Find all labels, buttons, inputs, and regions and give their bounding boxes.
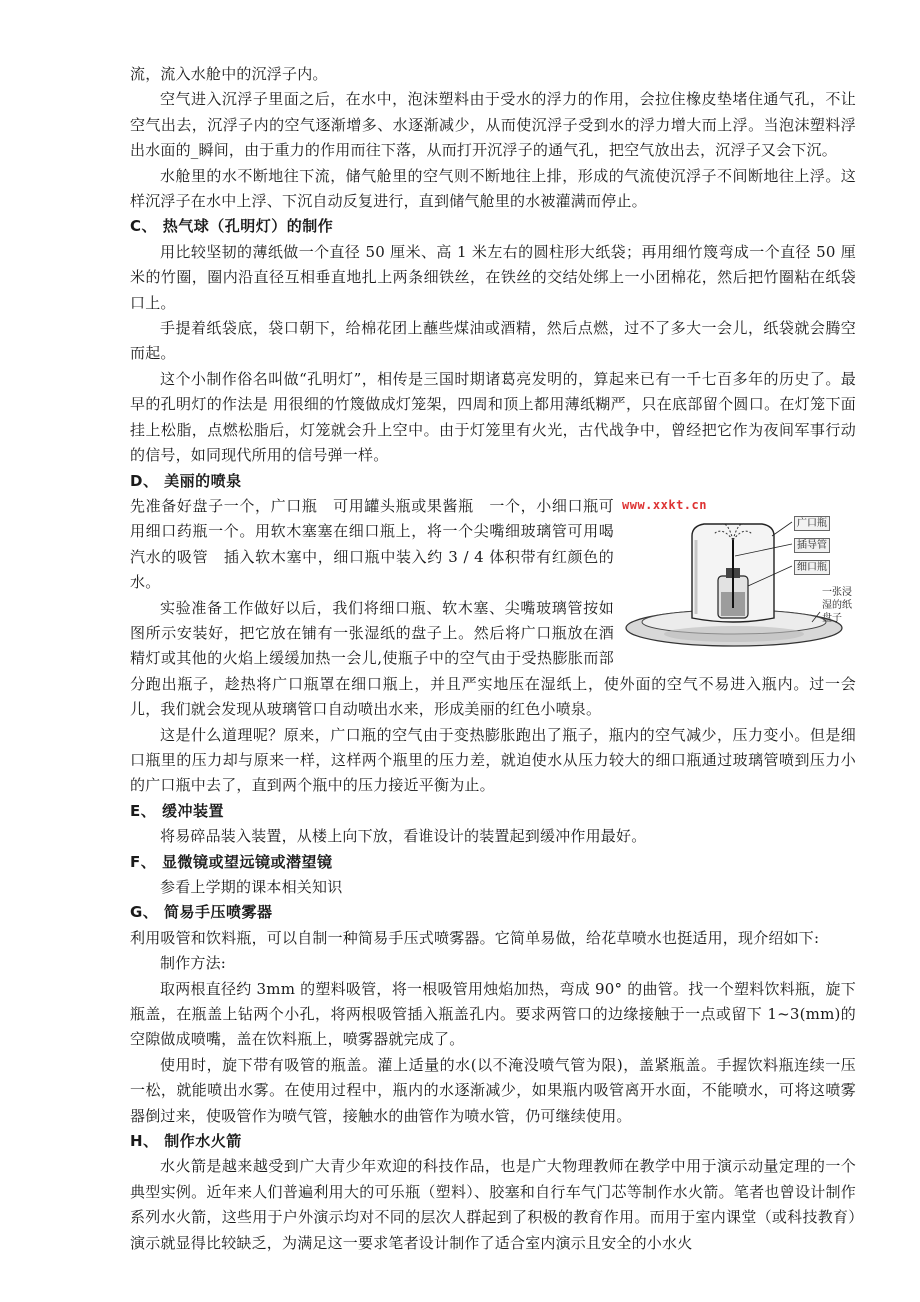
paragraph: 利用吸管和饮料瓶，可以自制一种简易手压式喷雾器。它简单易做，给花草喷水也挺适用，现介绍如下: [130,928,820,947]
paragraph: 这是什么道理呢？原来，广口瓶的空气由于变热膨胀跑出了瓶子，瓶内的空气减少，压力变小。但是细口瓶里的压力却与原来一样，这样两个瓶里的压力差，就迫使水从压力较大的细口瓶通过玻璃管喷到压力小的广口瓶中去了，直到两个瓶中的压力接近平衡为止。 [130,725,856,795]
paragraph: 先准备好盘子一个，广口瓶 可用罐头瓶或果酱瓶 一个，小细口瓶可用细口药瓶一个。用软木塞塞在细口瓶上，将一个尖嘴细玻璃管可用喝汽水的吸管 插入软木塞中，细口瓶中装入约 3 / 4 体积带有红颜色的水。 [130,496,614,592]
section-heading-c: C、 热气球（孔明灯）的制作 [130,217,334,236]
paragraph: 空气进入沉浮子里面之后，在水中，泡沫塑料由于受水的浮力的作用，会拉住橡皮垫堵住通气孔，不让空气出去，沉浮子内的空气逐渐增多、水逐渐减少，从而使沉浮子受到水的浮力增大而上浮。当泡沫塑料浮出水面的_瞬间，由于重力的作用而往下落，从而打开沉浮子的通气孔，把空气放出去，沉浮子又会下沉。 [130,90,856,160]
paragraph: 参看上学期的课本相关知识 [160,878,343,896]
paragraph: 将易碎品装入装置，从楼上向下放，看谁设计的装置起到缓冲作用最好。 [160,827,647,846]
paragraph: 用比较坚韧的薄纸做一个直径 50 厘米、高 1 米左右的圆柱形大纸袋；再用细竹篾弯成一个直径 50 厘米的竹圈，圈内沿直径互相垂直地扎上两条细铁丝，在铁丝的交结处绑上一小团棉花，然后把竹圈粘在纸袋口上。 [130,242,856,312]
section-heading-g: G、 简易手压喷雾器 [130,903,273,922]
paragraph: 水火箭是越来越受到广大青少年欢迎的科技作品，也是广大物理教师在教学中用于演示动量定理的一个典型实例。近年来人们普遍利用大的可乐瓶（塑料）、胶塞和自行车气门芯等制作水火箭。笔者也曾设计制作系列水火箭，这些用于户外演示均对不同的层次人群起到了积极的教育作用。而用于室内课堂（或科技教育）演示就显得比较缺乏，为满足这一要求笔者设计制作了适合室内演示且安全的小水火 [130,1157,856,1252]
section-heading-f: F、 显微镜或望远镜或潜望镜 [130,852,333,871]
paragraph: 使用时，旋下带有吸管的瓶盖。灌上适量的水(以不淹没喷气管为限)，盖紧瓶盖。手握饮料瓶连续一压一松，就能喷出水雾。在使用过程中，瓶内的水逐渐减少，如果瓶内吸管离开水面，不能喷水，可将这喷雾器倒过来，使吸管作为喷气管，接触水的曲管作为喷水管，仍可继续使用。 [130,1055,856,1125]
fountain-figure [622,496,862,658]
document-page [130,62,856,1256]
label-tube: 插导管 [794,538,830,553]
paragraph: 实验准备工作做好以后，我们将细口瓶、软木塞、尖嘴玻璃管按如图所示安装好，把它放在铺有一张湿纸的盘子上。然后将广口瓶放在酒精灯或其他的火焰上缓缓加热一会儿,使瓶子中的空气由于受热膨胀而部分跑出瓶子，趁热将广口瓶罩在细口瓶上，并且严实地压在湿纸上，使外面的空气不易进入瓶内。过一会儿，我们就会发现从玻璃管口自动喷出水来，形成美丽的红色小喷泉。 [130,598,856,719]
label-narrow-bottle: 细口瓶 [794,560,830,575]
section-heading-h: H、 制作水火箭 [130,1132,242,1151]
section-heading-d: D、 美丽的喷泉 [130,471,242,490]
paragraph: 制作方法: [160,954,227,973]
paragraph: 取两根直径约 3mm 的塑料吸管，将一根吸管用烛焰加热，弯成 90° 的曲管。找一个塑料饮料瓶，旋下瓶盖，在瓶盖上钻两个小孔，将两根吸管插入瓶盖孔内。要求两管口的边缘接触于一点或留下 1~3(mm)的空隙做成喷嘴，盖在饮料瓶上，喷雾器就完成了。 [130,979,856,1049]
paragraph: 水舱里的水不断地往下流，储气舱里的空气则不断地往上排，形成的气流使沉浮子不间断地往上浮。这样沉浮子在水中上浮、下沉自动反复进行，直到储气舱里的水被灌满而停止。 [130,166,856,211]
watermark-url: www.xxkt.cn [622,497,707,512]
paragraph: 流，流入水舱中的沉浮子内。 [130,65,328,83]
paragraph: 这个小制作俗名叫做“孔明灯”，相传是三国时期诸葛亮发明的，算起来已有一千七百多年的历史了。最早的孔明灯的作法是 用很细的竹篾做成灯笼架，四周和顶上都用薄纸糊严，只在底部留个圆口。在灯笼下面挂上松脂，点燃松脂后，灯笼就会升上空中。由于灯笼里有火光，古代战争中，曾经把它作为夜间军事行动的信号，如同现代所用的信号弹一样。 [130,369,856,465]
section-heading-e: E、 缓冲装置 [130,801,224,820]
label-plate: 一张浸湿的纸盘子 [822,586,852,624]
label-wide-bottle: 广口瓶 [794,516,830,531]
paragraph: 手提着纸袋底，袋口朝下，给棉花团上蘸些煤油或酒精，然后点燃，过不了多大一会儿，纸袋就会腾空而起。 [130,319,856,363]
